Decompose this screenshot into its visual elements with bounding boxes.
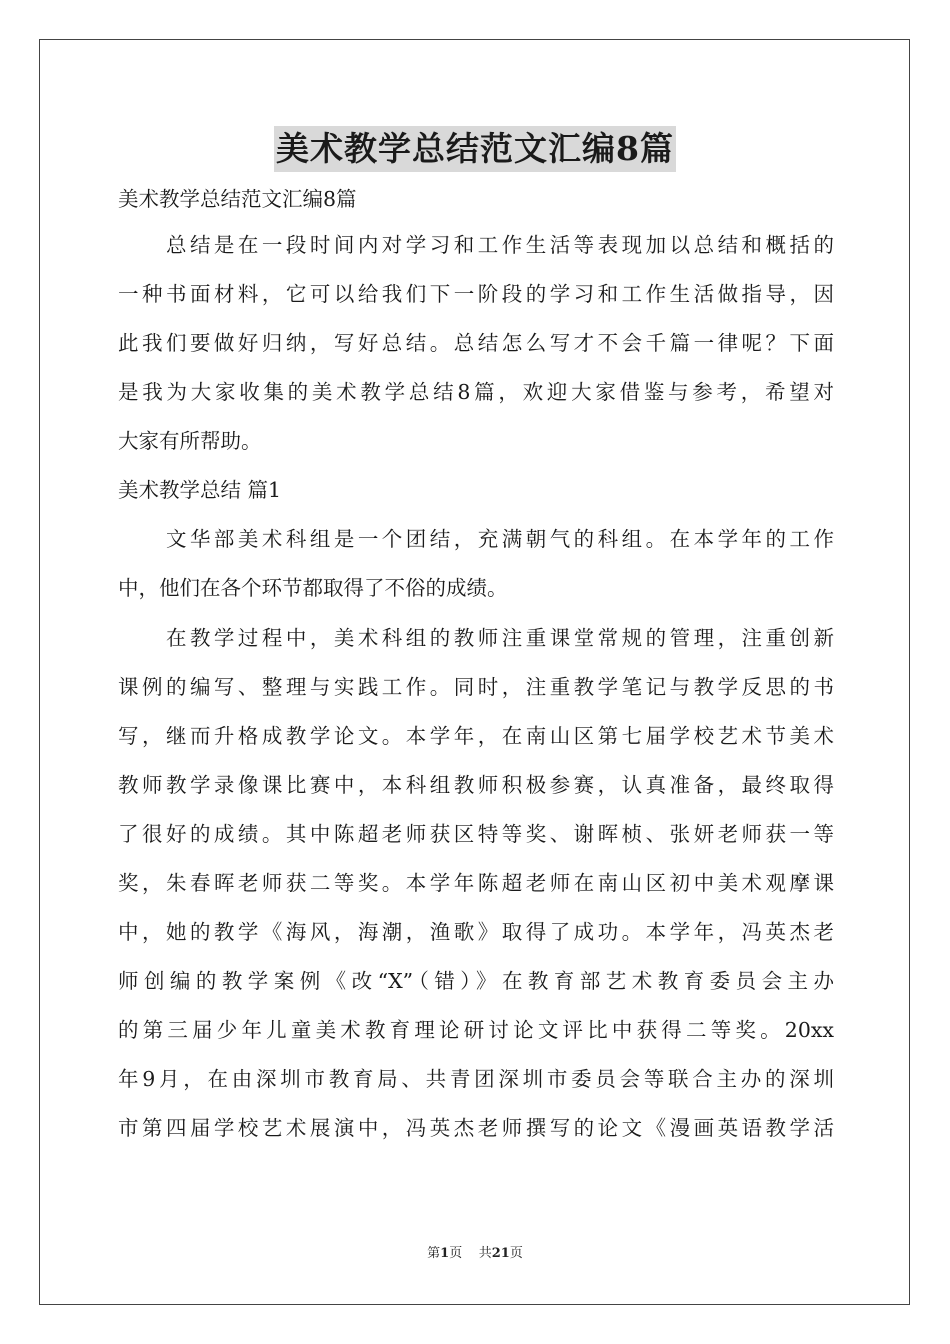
page-suffix: 页 [449,1246,463,1261]
current-page-number: 1 [440,1246,450,1261]
paragraph-line: 是我为大家收集的美术教学总结8篇，欢迎大家借鉴与参考，希望对 [118,380,834,404]
paragraph-line: 了很好的成绩。其中陈超老师获区特等奖、谢晖桢、张妍老师获一等 [118,822,834,846]
document-subtitle: 美术教学总结范文汇编8篇 [118,187,357,211]
paragraph-line: 奖，朱春晖老师获二等奖。本学年陈超老师在南山区初中美术观摩课 [118,871,834,895]
total-pages-number: 21 [491,1246,510,1261]
total-prefix: 共 [478,1246,492,1261]
intro-paragraph [118,227,834,460]
paragraph-line: 教师教学录像课比赛中，本科组教师积极参赛，认真准备，最终取得 [118,773,834,797]
paragraph-line: 大家有所帮助。 [118,429,262,453]
document-body [118,181,834,1147]
paragraph-line: 总结是在一段时间内对学习和工作生活等表现加以总结和概括的 [118,233,834,257]
paragraph-line: 中，她的教学《海风，海潮，渔歌》取得了成功。本学年，冯英杰老 [118,920,834,944]
section-heading: 美术教学总结 篇1 [118,478,282,502]
paragraph-line: 此我们要做好归纳，写好总结。总结怎么写才不会千篇一律呢？下面 [118,331,834,355]
paragraph-line: 中，他们在各个环节都取得了不俗的成绩。 [118,576,508,600]
paragraph-line: 在教学过程中，美术科组的教师注重课堂常规的管理，注重创新 [118,626,834,650]
paragraph-line: 市第四届学校艺术展演中，冯英杰老师撰写的论文《漫画英语教学活 [118,1116,834,1140]
section-paragraph [118,620,834,1147]
page-footer [0,1245,950,1263]
paragraph-line: 课例的编写、整理与实践工作。同时，注重教学笔记与教学反思的书 [118,675,834,699]
page-prefix: 第 [427,1246,441,1261]
paragraph-line: 写，继而升格成教学论文。本学年，在南山区第七届学校艺术节美术 [118,724,834,748]
section-paragraph [118,521,834,607]
paragraph-line: 年9月，在由深圳市教育局、共青团深圳市委员会等联合主办的深圳 [118,1067,834,1091]
paragraph-line: 一种书面材料，它可以给我们下一阶段的学习和工作生活做指导，因 [118,282,834,306]
paragraph-line: 的第三届少年儿童美术教育理论研讨论文评比中获得二等奖。20xx [118,1018,834,1042]
paragraph-line: 文华部美术科组是一个团结，充满朝气的科组。在本学年的工作 [118,527,834,551]
document-title-text: 美术教学总结范文汇编8篇 [274,126,676,172]
document-title [0,126,950,172]
paragraph-line: 师创编的教学案例《改“X”（错）》在教育部艺术教育委员会主办 [118,969,834,993]
total-suffix: 页 [509,1246,523,1261]
